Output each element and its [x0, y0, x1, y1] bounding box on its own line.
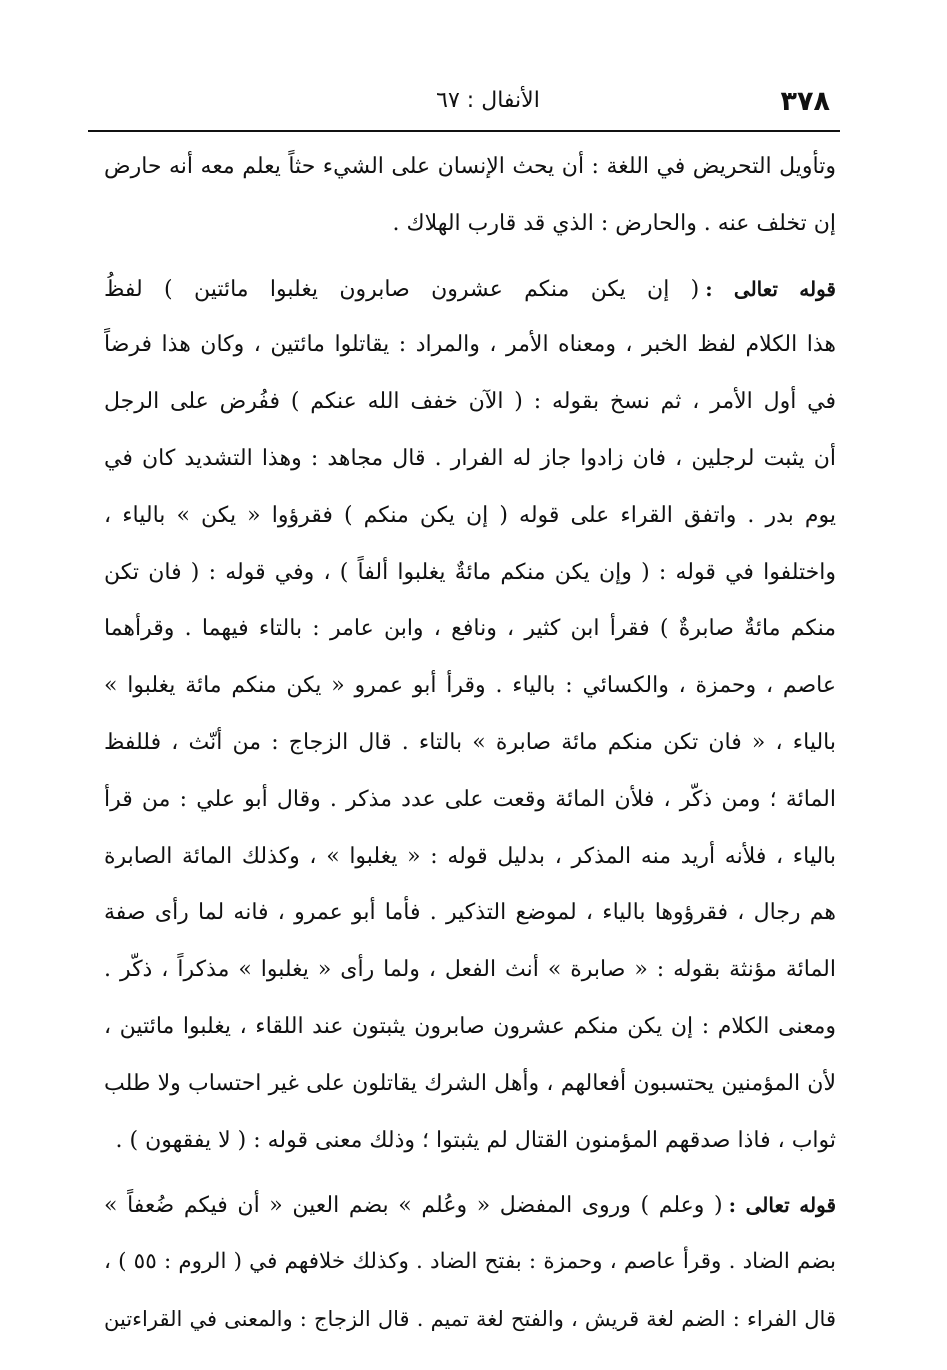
- text-line: المائة مؤنثة بقوله : « صابرة » أنث الفعل ، ولما رأى « يغلبوا » مذكراً ، ذكّر .: [104, 957, 836, 983]
- page-number: ٣٧٨: [780, 86, 830, 117]
- running-title: الأنفال : ٦٧: [436, 88, 540, 113]
- text-line: بالياء ، فلأنه أريد منه المذكر ، بدليل قوله : « يغلبوا » ، وكذلك المائة الصابرة: [104, 843, 836, 869]
- paragraph-lead: قوله تعالى :: [705, 276, 836, 301]
- text-line: هم رجال ، فقرؤوها بالياء ، لموضع التذكير . فأما أبو عمرو ، فانه لما رأى صفة: [104, 900, 836, 926]
- text-line: المائة ؛ ومن ذكّر ، فلأن المائة وقعت على عدد مذكر . وقال أبو علي : من قرأ: [104, 786, 836, 812]
- body-text: [104, 139, 836, 1348]
- text-line: عاصم ، وحمزة ، والكسائي : بالياء . وقرأ أبو عمرو « يكن منكم مائة يغلبوا »: [104, 673, 836, 699]
- page-header: [88, 86, 838, 126]
- text-line: قوله تعالى :( إن يكن منكم عشرون صابرون يغلبوا مائتين ) لفظُ: [104, 276, 836, 302]
- text-line: إن تخلف عنه . والحارض : الذي قد قارب الهلاك .: [392, 210, 836, 236]
- text-line: بالياء ، « فان تكن منكم مائة صابرة » بالتاء . قال الزجاج : من أنّث ، فللفظ: [104, 729, 836, 755]
- paragraph-lead: قوله تعالى :: [728, 1193, 836, 1218]
- text-line: هذا الكلام لفظ الخبر ، ومعناه الأمر ، والمراد : يقاتلوا مائتين ، وكان هذا فرضاً: [104, 332, 836, 358]
- text-line: قوله تعالى :( وعلم ) وروى المفضل « وعُلم » بضم العين « أن فيكم ضُعفاً »: [104, 1193, 836, 1219]
- text-line: ثواب ، فاذا صدقهم المؤمنون القتال لم يثبتوا ؛ وذلك معنى قوله : ( لا يفقهون ) .: [115, 1127, 836, 1153]
- text-line: واختلفوا في قوله : ( وإن يكن منكم مائةٌ يغلبوا ألفاً ) ، وفي قوله : ( فان تكن: [104, 559, 836, 585]
- text-line: بضم الضاد . وقرأ عاصم ، وحمزة : بفتح الضاد . وكذلك خلافهم في ( الروم : ٥٥ ) ،: [104, 1249, 836, 1275]
- text-line: يوم بدر . واتفق القراء على قوله ( إن يكن منكم ) فقرؤوا « يكن » بالياء ،: [104, 502, 836, 528]
- text-line: قال الفراء : الضم لغة قريش ، والفتح لغة تميم . قال الزجاج : والمعنى في القراءتين: [104, 1306, 836, 1331]
- text-line: في أول الأمر ، ثم نسخ بقوله : ( الآن خفف الله عنكم ) ففُرض على الرجل: [104, 389, 836, 415]
- text-line: منكم مائةٌ صابرةٌ ) فقرأ ابن كثير ، ونافع ، وابن عامر : بالتاء فيهما . وقرأهما: [104, 616, 836, 642]
- text-line: وتأويل التحريض في اللغة : أن يحث الإنسان على الشيء حثاً يعلم معه أنه حارض: [104, 154, 836, 179]
- header-rule: [88, 130, 840, 132]
- text-line: لأن المؤمنين يحتسبون أفعالهم ، وأهل الشرك يقاتلون على غير احتساب ولا طلب: [104, 1070, 836, 1096]
- text-line: أن يثبت لرجلين ، فان زادوا جاز له الفرار . قال مجاهد : وهذا التشديد كان في: [104, 445, 836, 471]
- text-line: ومعنى الكلام : إن يكن منكم عشرون صابرون يثبتون عند اللقاء ، يغلبوا مائتين ،: [104, 1013, 836, 1039]
